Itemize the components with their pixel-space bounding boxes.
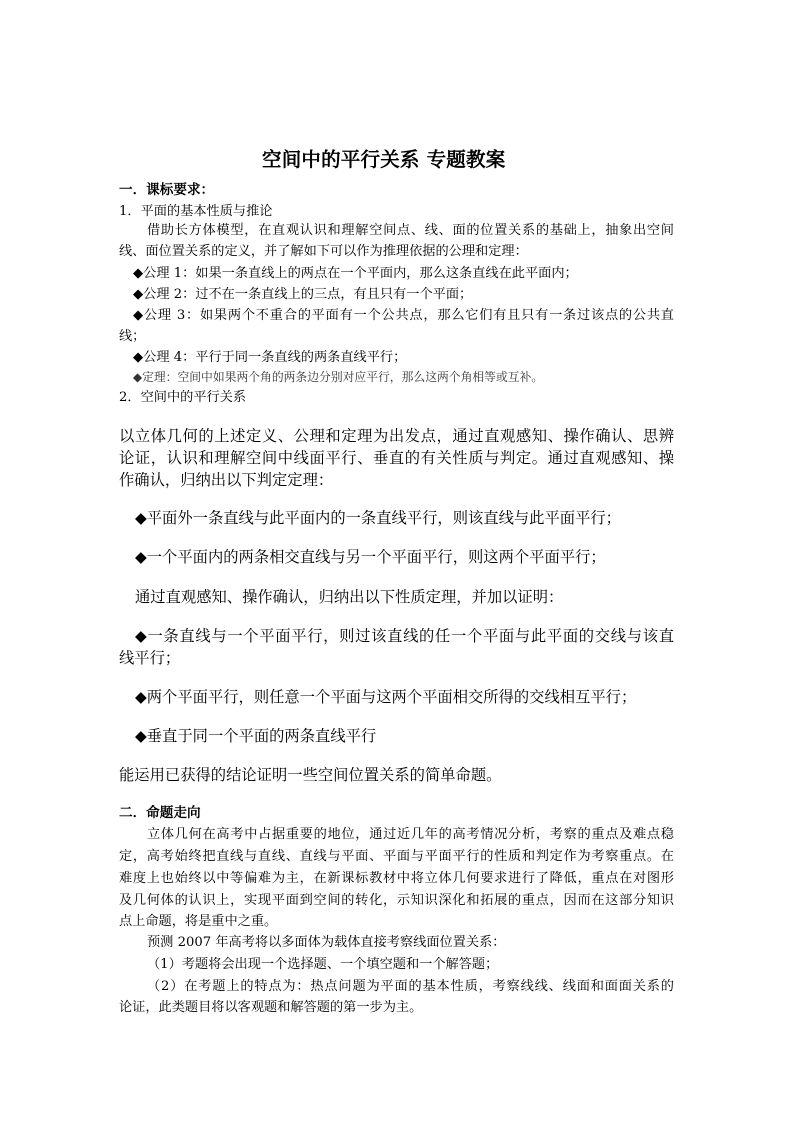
bullet-4: ◆两个平面平行，则任意一个平面与这两个平面相交所得的交线相互平行； <box>135 688 637 706</box>
axiom-1: ◆公理 1：如果一条直线上的两点在一个平面内，那么这条直线在此平面内； <box>133 266 578 281</box>
trend-line-3: 难度上也始终以中等偏难为主，在新课标教材中将立体几何要求进行了降低，重点在对图形 <box>119 871 674 886</box>
paragraph-2: 通过直观感知、操作确认，归纳出以下性质定理，并加以证明： <box>135 588 564 606</box>
intro-line-1: 借助长方体模型，在直观认识和理解空间点、线、面的位置关系的基础上，抽象出空间 <box>147 223 674 238</box>
axiom-4: ◆公理 4：平行于同一条直线的两条直线平行； <box>133 350 407 365</box>
trend-line-1: 立体几何在高考中占据重要的地位，通过近几年的高考情况分析，考察的重点及难点稳 <box>147 827 674 842</box>
trend-line-2: 定，高考始终把直线与直线、直线与平面、平面与平面平行的性质和判定作为考察重点。在 <box>119 849 674 864</box>
paragraph-1-line-3: 作确认，归纳出以下判定定理： <box>119 471 334 489</box>
bullet-2: ◆一个平面内的两条相交直线与另一个平面平行，则这两个平面平行； <box>135 548 606 566</box>
trend-line-4: 及几何体的认识上，实现平面到空间的转化，示知识深化和拓展的重点，因而在这部分知识 <box>119 893 674 908</box>
trend-line-5: 点上命题，将是重中之重。 <box>119 914 278 929</box>
prediction-item-1: （1）考题将会出现一个选择题、一个填空题和一个解答题； <box>147 957 499 972</box>
axiom-3-line-1: ◆公理 3：如果两个不重合的平面有一个公共点，那么它们有且只有一条过该点的公共直 <box>133 308 674 323</box>
theorem: ◆定理：空间中如果两个角的两条边分别对应平行，那么这两个角相等或互补。 <box>133 370 544 384</box>
axiom-3-line-2: 线； <box>119 329 146 344</box>
axiom-2: ◆公理 2：过不在一条直线上的三点，有且只有一个平面； <box>133 287 473 302</box>
bullet-3-line-2: 线平行； <box>119 649 181 667</box>
paragraph-1-line-2: 论证，认识和理解空间中线面平行、垂直的有关性质与判定。通过直观感知、操 <box>119 449 674 467</box>
page-title: 空间中的平行关系 专题教案 <box>262 148 506 171</box>
paragraph-3: 能运用已获得的结论证明一些空间位置关系的简单命题。 <box>119 766 502 784</box>
section-heading-1: 一．课标要求： <box>119 182 215 198</box>
bullet-5: ◆垂直于同一个平面的两条直线平行 <box>135 727 377 745</box>
bullet-1: ◆平面外一条直线与此平面内的一条直线平行，则该直线与此平面平行； <box>135 509 621 527</box>
prediction-item-2-line-2: 论证，此类题目将以客观题和解答题的第一步为主。 <box>119 1000 423 1015</box>
subheading-1: 1．平面的基本性质与推论 <box>119 204 273 219</box>
prediction-item-2-line-1: （2）在考题上的特点为：热点问题为平面的基本性质，考察线线、线面和面面关系的 <box>147 979 674 994</box>
prediction: 预测 2007 年高考将以多面体为载体直接考察线面位置关系： <box>147 935 506 950</box>
paragraph-1-line-1: 以立体几何的上述定义、公理和定理为出发点，通过直观感知、操作确认、思辨 <box>119 427 674 445</box>
bullet-3-line-1: ◆一条直线与一个平面平行，则过该直线的任一个平面与此平面的交线与该直 <box>135 627 674 645</box>
subheading-2: 2．空间中的平行关系 <box>119 390 247 405</box>
section-heading-2: 二．命题走向 <box>119 805 201 821</box>
intro-line-2: 线、面位置关系的定义，并了解如下可以作为推理依据的公理和定理： <box>119 244 528 259</box>
